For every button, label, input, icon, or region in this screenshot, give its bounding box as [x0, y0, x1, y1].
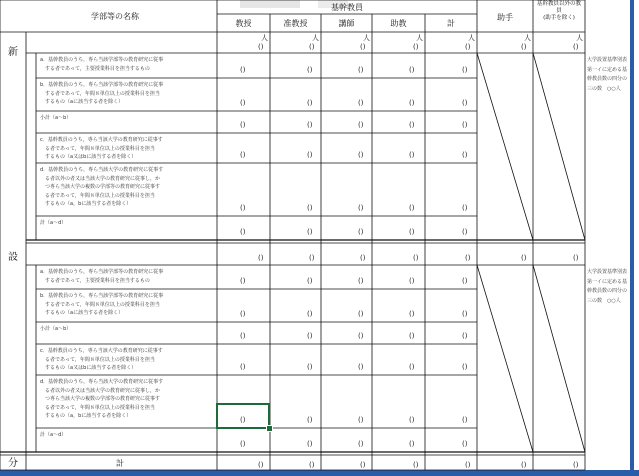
shin-value-cell[interactable]: (): [240, 121, 246, 129]
shin-value-cell[interactable]: (): [240, 151, 246, 159]
shin-value-cell[interactable]: (): [409, 151, 415, 159]
setsu-value-cell[interactable]: (): [240, 416, 246, 424]
total-value[interactable]: (): [413, 461, 419, 469]
non-core-header: 基幹教員以外の教 員 (助手を除く): [536, 1, 581, 21]
setsu-sum-value[interactable]: (): [360, 254, 366, 262]
window-edge-bottom: [0, 470, 639, 476]
setsu-value-cell[interactable]: (): [358, 363, 364, 371]
shin-value-cell[interactable]: (): [240, 99, 246, 107]
setsu-value-cell[interactable]: (): [462, 277, 468, 285]
setsu-value-cell[interactable]: (): [240, 363, 246, 371]
setsu-value-cell[interactable]: (): [307, 310, 313, 318]
shin-value-cell[interactable]: (): [462, 151, 468, 159]
shin-row-label-5: 計（a～d）: [40, 220, 67, 226]
shin-row-label-2: 小計（a～b）: [40, 115, 72, 121]
col-header-0: 教授: [235, 19, 252, 28]
window-edge-right: [630, 0, 634, 476]
shin-value-cell[interactable]: (): [307, 66, 313, 74]
setsu-value-cell[interactable]: (): [240, 277, 246, 285]
side-label-shin: 新: [8, 47, 18, 58]
col-header-1: 准教授: [283, 19, 308, 28]
col-header-4: 計: [447, 19, 455, 28]
value-cell[interactable]: (): [573, 43, 579, 51]
fill-handle[interactable]: [266, 425, 273, 432]
side-label-setsu: 設: [8, 252, 18, 263]
total-value[interactable]: (): [521, 461, 527, 469]
diagonal-slash: [533, 53, 585, 240]
shin-value-cell[interactable]: (): [240, 66, 246, 74]
shin-value-cell[interactable]: (): [307, 151, 313, 159]
value-cell[interactable]: (): [258, 43, 264, 51]
shin-value-cell[interactable]: (): [462, 99, 468, 107]
setsu-row-label-4: d．基幹教員のうち，専ら当該大学の教育研究に従事す る者以外の者又は当該大学の教育研究に従事し，か つ専ら当該大学の複数の学部等の教育研究に従事す る者であって，年間８単位以上の授業科目を担当 するもの（a，bに該当する者を除く）: [40, 379, 164, 420]
setsu-value-cell[interactable]: (): [307, 363, 313, 371]
unit-person-label: 人: [363, 34, 370, 42]
shin-value-cell[interactable]: (): [409, 228, 415, 236]
col-header-2: 講師: [338, 19, 355, 28]
setsu-sum-value[interactable]: (): [465, 254, 471, 262]
unit-person-label: 人: [468, 34, 475, 42]
value-cell[interactable]: (): [521, 43, 527, 51]
setsu-sum-value[interactable]: (): [413, 254, 419, 262]
col-header-3: 助教: [390, 19, 407, 28]
setsu-value-cell[interactable]: (): [409, 416, 415, 424]
setsu-value-cell[interactable]: (): [307, 277, 313, 285]
total-value[interactable]: (): [465, 461, 471, 469]
total-label: 計: [116, 459, 124, 468]
setsu-value-cell[interactable]: (): [409, 440, 415, 448]
setsu-value-cell[interactable]: (): [358, 416, 364, 424]
setsu-value-cell[interactable]: (): [409, 332, 415, 340]
setsu-value-cell[interactable]: (): [307, 440, 313, 448]
shin-value-cell[interactable]: (): [240, 204, 246, 212]
total-value[interactable]: (): [573, 461, 579, 469]
diagonal-slash: [477, 265, 533, 452]
shin-value-cell[interactable]: (): [358, 121, 364, 129]
setsu-row-label-5: 計（a～d）: [40, 432, 67, 438]
shin-value-cell[interactable]: (): [240, 228, 246, 236]
shin-row-label-4: d．基幹教員のうち，専ら当該大学の教育研究に従事す る者以外の者又は当該大学の教育研究に従事し，か つ専ら当該大学の複数の学部等の教育研究に従事す る者であって，年間８単位以上の授業科目を担当 するもの（a，bに該当する者を除く）: [40, 167, 164, 208]
value-cell[interactable]: (): [413, 43, 419, 51]
setsu-sum-value[interactable]: (): [573, 254, 579, 262]
shin-value-cell[interactable]: (): [358, 99, 364, 107]
shin-value-cell[interactable]: (): [409, 204, 415, 212]
shin-row-label-1: b．基幹教員のうち，専ら当該学部等の教育研究に従事 する者であって，年間８単位以上の授業科目を担当 するもの（aに該当する者を除く）: [40, 82, 164, 106]
diagonal-slash: [533, 265, 585, 452]
setsu-row-label-3: c．基幹教員のうち，専ら当該大学の教育研究に従事す る者であって，年間８単位以上の授業科目を担当 するもの（a又はbに該当する者を除く）: [40, 348, 163, 372]
setsu-value-cell[interactable]: (): [240, 310, 246, 318]
shin-row-label-3: c．基幹教員のうち，専ら当該大学の教育研究に従事す る者であって，年間８単位以上の授業科目を担当 するもの（a又はbに該当する者を除く）: [40, 137, 163, 161]
unit-person-label: 人: [312, 34, 319, 42]
core-faculty-header: 基幹教員: [331, 3, 363, 12]
shin-value-cell[interactable]: (): [462, 66, 468, 74]
shin-value-cell[interactable]: (): [307, 99, 313, 107]
diagonal-slash: [477, 53, 533, 240]
setsu-value-cell[interactable]: (): [358, 310, 364, 318]
setsu-value-cell[interactable]: (): [358, 277, 364, 285]
value-cell[interactable]: (): [309, 43, 315, 51]
shin-value-cell[interactable]: (): [307, 228, 313, 236]
value-cell[interactable]: (): [360, 43, 366, 51]
shin-value-cell[interactable]: (): [307, 121, 313, 129]
value-cell[interactable]: (): [465, 43, 471, 51]
setsu-value-cell[interactable]: (): [462, 310, 468, 318]
note-shin: 大学設置基準別表 第一イに定める基 幹教員数の四分の 三の数 ○○人: [587, 57, 628, 92]
setsu-value-cell[interactable]: (): [307, 416, 313, 424]
assistant-header: 助手: [497, 13, 513, 22]
shin-value-cell[interactable]: (): [409, 66, 415, 74]
total-value[interactable]: (): [360, 461, 366, 469]
setsu-value-cell[interactable]: (): [462, 440, 468, 448]
shin-value-cell[interactable]: (): [462, 204, 468, 212]
setsu-sum-value[interactable]: (): [309, 254, 315, 262]
setsu-value-cell[interactable]: (): [409, 310, 415, 318]
setsu-value-cell[interactable]: (): [307, 332, 313, 340]
shin-row-label-0: a．基幹教員のうち，専ら当該学部等の教育研究に従事 する者であって，主要授業科目を担当するもの: [40, 57, 164, 72]
setsu-value-cell[interactable]: (): [358, 332, 364, 340]
selected-cell[interactable]: [216, 403, 270, 429]
setsu-value-cell[interactable]: (): [240, 332, 246, 340]
shin-value-cell[interactable]: (): [307, 204, 313, 212]
dept-name-header: 学部等の名称: [91, 12, 139, 21]
setsu-value-cell[interactable]: (): [240, 440, 246, 448]
total-value[interactable]: (): [258, 461, 264, 469]
total-value[interactable]: (): [309, 461, 315, 469]
setsu-value-cell[interactable]: (): [409, 277, 415, 285]
setsu-sum-value[interactable]: (): [258, 254, 264, 262]
unit-person-label: 人: [261, 34, 268, 42]
setsu-value-cell[interactable]: (): [358, 440, 364, 448]
setsu-value-cell[interactable]: (): [462, 363, 468, 371]
setsu-row-label-1: b．基幹教員のうち，専ら当該学部等の教育研究に従事 する者であって，年間８単位以上の授業科目を担当 するもの（aに該当する者を除く）: [40, 293, 164, 317]
unit-person-label: 人: [416, 34, 423, 42]
shin-value-cell[interactable]: (): [462, 121, 468, 129]
side-label-bun: 分: [8, 458, 18, 469]
shin-value-cell[interactable]: (): [358, 204, 364, 212]
setsu-row-label-0: a．基幹教員のうち，専ら当該学部等の教育研究に従事 する者であって，主要授業科目を担当するもの: [40, 269, 164, 284]
shin-value-cell[interactable]: (): [409, 99, 415, 107]
setsu-value-cell[interactable]: (): [462, 332, 468, 340]
unit-person-label: 人: [576, 34, 583, 42]
setsu-value-cell[interactable]: (): [462, 416, 468, 424]
setsu-value-cell[interactable]: (): [409, 363, 415, 371]
shin-value-cell[interactable]: (): [358, 66, 364, 74]
note-setsu: 大学設置基準別表 第一イに定める基 幹教員数の四分の 三の数 ○○人: [587, 269, 628, 304]
unit-person-label: 人: [524, 34, 531, 42]
shin-value-cell[interactable]: (): [409, 121, 415, 129]
shin-value-cell[interactable]: (): [462, 228, 468, 236]
shin-value-cell[interactable]: (): [358, 151, 364, 159]
setsu-sum-value[interactable]: (): [521, 254, 527, 262]
shin-value-cell[interactable]: (): [358, 228, 364, 236]
setsu-row-label-2: 小計（a～b）: [40, 326, 72, 332]
